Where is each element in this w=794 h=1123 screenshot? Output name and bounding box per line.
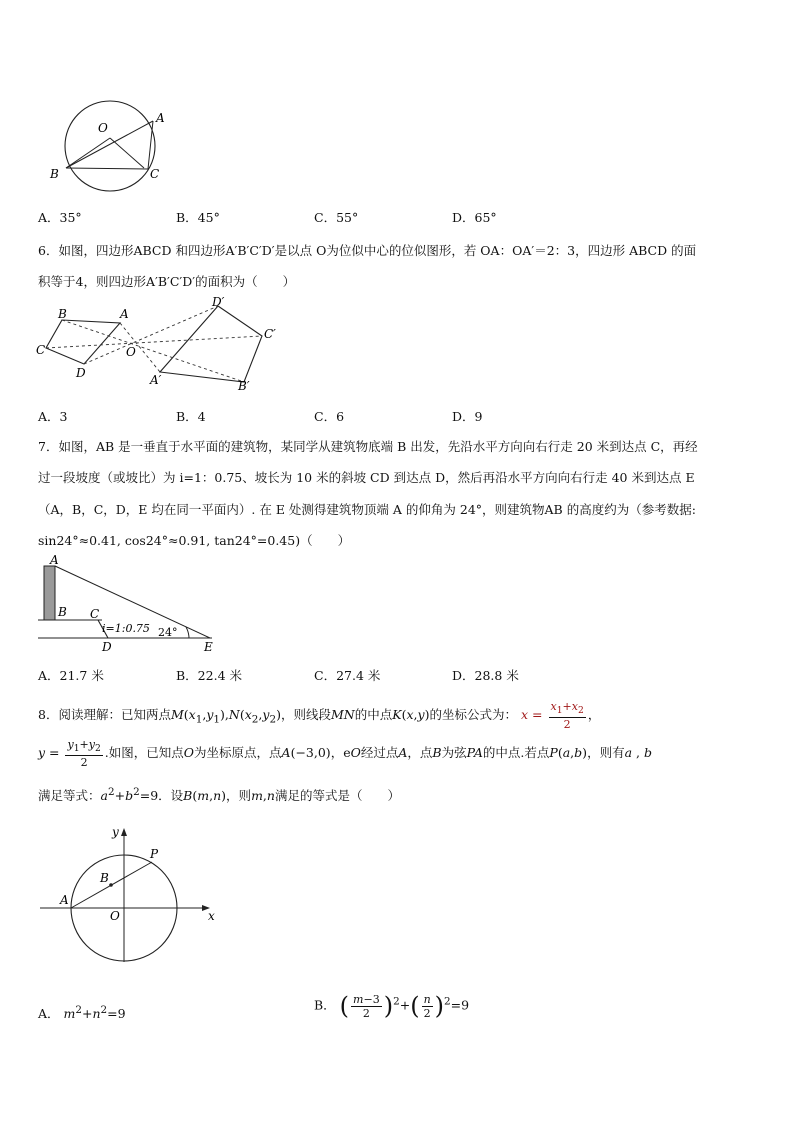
q5-circle-figure (40, 100, 180, 200)
q6-label-b-prime: B′ (238, 379, 250, 392)
q5-label-a: A (156, 111, 165, 125)
q7-option-c[interactable]: C．27.4 米 (314, 668, 381, 683)
q7-angle-arc (186, 627, 189, 638)
q6-option-a[interactable]: A．3 (38, 409, 68, 424)
q8-l3-c: ，则 (226, 788, 252, 804)
q6-label-a: A (120, 307, 129, 321)
q6-option-b[interactable]: B．4 (176, 409, 206, 424)
q8-l1-c: 的中点 (354, 707, 393, 723)
q7-text-line-2: 过一段坡度（或坡比）为 i=1：0.75、坡长为 10 米的斜坡 CD 到达点 D，然后再沿水平方向向右行走 40 米到达点 E (38, 470, 695, 485)
q6-label-b: B (58, 307, 67, 321)
q5-segment-oc (110, 138, 144, 168)
q8-option-a[interactable]: A． $m^2+n^2=9$ (38, 1004, 126, 1022)
q8-label-p: P (150, 847, 159, 861)
q8-x-formula: $\frac{x_1+x_2}{2}$ (550, 700, 584, 732)
q8-y-axis-arrow (121, 828, 127, 836)
q6-label-c-prime: C′ (264, 327, 276, 341)
q6-dash-cc2 (46, 336, 262, 348)
q8-label-x: x (208, 909, 215, 923)
q7-building (44, 566, 55, 620)
q7-label-c: C (90, 607, 100, 621)
q7-building-figure (36, 552, 226, 652)
q8-l2-b: 为坐标原点，点 (194, 745, 282, 761)
q5-circle (65, 101, 155, 191)
q5-segment-ab (66, 121, 153, 168)
q6-similar-figure (32, 296, 292, 392)
q8-l1-d: 的坐标公式为： (429, 707, 517, 723)
q8-option-b-label: B． (314, 997, 336, 1013)
q5-segment-ob (66, 138, 110, 168)
q8-l2-a: .如图，已知点 (104, 745, 184, 761)
q8-label-y: y (112, 825, 119, 839)
q8-label-o: O (110, 909, 120, 923)
q7-option-a[interactable]: A．21.7 米 (38, 668, 104, 683)
q6-text-line-2: 积等于4，则四边形A′B′C′D′的面积为（ ） (38, 274, 296, 289)
q8-l1-b: ，则线段 (280, 707, 331, 723)
q8-label-b: B (100, 871, 109, 885)
q6-label-c: C (36, 343, 46, 357)
q6-option-c[interactable]: C．6 (314, 409, 345, 424)
q5-label-b: B (50, 167, 59, 181)
q7-option-b[interactable]: B．22.4 米 (176, 668, 242, 683)
q8-l2-c: ， (330, 745, 344, 761)
q5-segment-bc (66, 168, 148, 169)
q8-y-formula: $\frac{y_1+y_2}{2}$ (67, 738, 101, 770)
q8-l2-g: 的中点.若点 (482, 745, 550, 761)
q7-text-line-4: sin24°≈0.41, cos24°≈0.91, tan24°=0.45)（ ） (38, 533, 351, 548)
q8-text-line-3: 满足等式：$a^2+b^2=9$．设B(m,n)，则m,n满足的等式是（ ） (38, 786, 400, 804)
q8-text-line-2: y = $\frac{y_1+y_2}{2}$ .如图，已知点O为坐标原点，点A(−3,0)，eO经过点A，点B为弦PA的中点.若点P(a,b)，则有a , b (38, 738, 652, 770)
q7-label-d: D (102, 640, 112, 652)
q7-label-a: A (50, 553, 59, 567)
q8-text-line-1: 8．阅读理解：已知两点$M(x_1,y_1),N(x_2,y_2)$，则线段MN的中点K(x,y)的坐标公式为： x = $\frac{x_1+x_2}{2}$ ， (38, 700, 601, 732)
q7-label-slope: i=1:0.75 (102, 622, 150, 635)
q6-label-o: O (126, 345, 136, 359)
q5-option-b[interactable]: B．45° (176, 210, 220, 225)
q6-option-d[interactable]: D．9 (452, 409, 483, 424)
q5-option-c[interactable]: C．55° (314, 210, 359, 225)
q8-option-a-label: A． (38, 1006, 60, 1022)
q5-option-a[interactable]: A．35° (38, 210, 82, 225)
q8-coordinate-figure (36, 822, 226, 970)
q6-label-d: D (76, 366, 86, 380)
q8-option-b[interactable]: B． ( $\frac{m-3}{2}$ )$^2$+( $\frac{n}{2}$ )$^2$=9 (314, 992, 470, 1020)
q8-point-b (109, 883, 113, 887)
q8-label-a: A (60, 893, 69, 907)
q8-l3-a: 满足等式： (38, 788, 101, 804)
q8-l1-a: 8．阅读理解：已知两点 (38, 707, 171, 723)
q7-text-line-3: （A，B，C，D，E 均在同一平面内）. 在 E 处测得建筑物顶端 A 的仰角为 24°，则建筑物AB 的高度约为（参考数据: (38, 502, 696, 517)
q8-l3-b: ．设 (158, 788, 184, 804)
q8-l2-h: ，则有 (587, 745, 625, 761)
q8-l2-d: 经过点 (360, 745, 399, 761)
q5-label-o: O (98, 121, 108, 135)
q6-label-a-prime: A′ (150, 373, 162, 387)
q8-l3-d: 满足的等式是（ ） (274, 788, 400, 804)
q5-label-c: C (150, 167, 160, 181)
q7-option-d[interactable]: D．28.8 米 (452, 668, 519, 683)
q7-text-line-1: 7．如图，AB 是一垂直于水平面的建筑物，某同学从建筑物底端 B 出发，先沿水平方向向右行走 20 米到达点 C，再经 (38, 439, 698, 454)
q7-label-e: E (204, 640, 213, 652)
q6-quad-abcd (46, 320, 120, 364)
q8-l2-f: 为弦 (441, 745, 467, 761)
q7-label-angle: 24° (158, 626, 178, 639)
q5-option-d[interactable]: D．65° (452, 210, 497, 225)
q7-label-b: B (58, 605, 67, 619)
q8-l2-e: ，点 (407, 745, 433, 761)
q6-text-line-1: 6．如图，四边形ABCD 和四边形A′B′C′D′是以点 O为位似中心的位似图形，若 OA：OA′＝2：3，四边形 ABCD 的面 (38, 243, 697, 258)
q6-dash-dd2 (84, 306, 218, 364)
q6-label-d-prime: D′ (212, 296, 225, 309)
